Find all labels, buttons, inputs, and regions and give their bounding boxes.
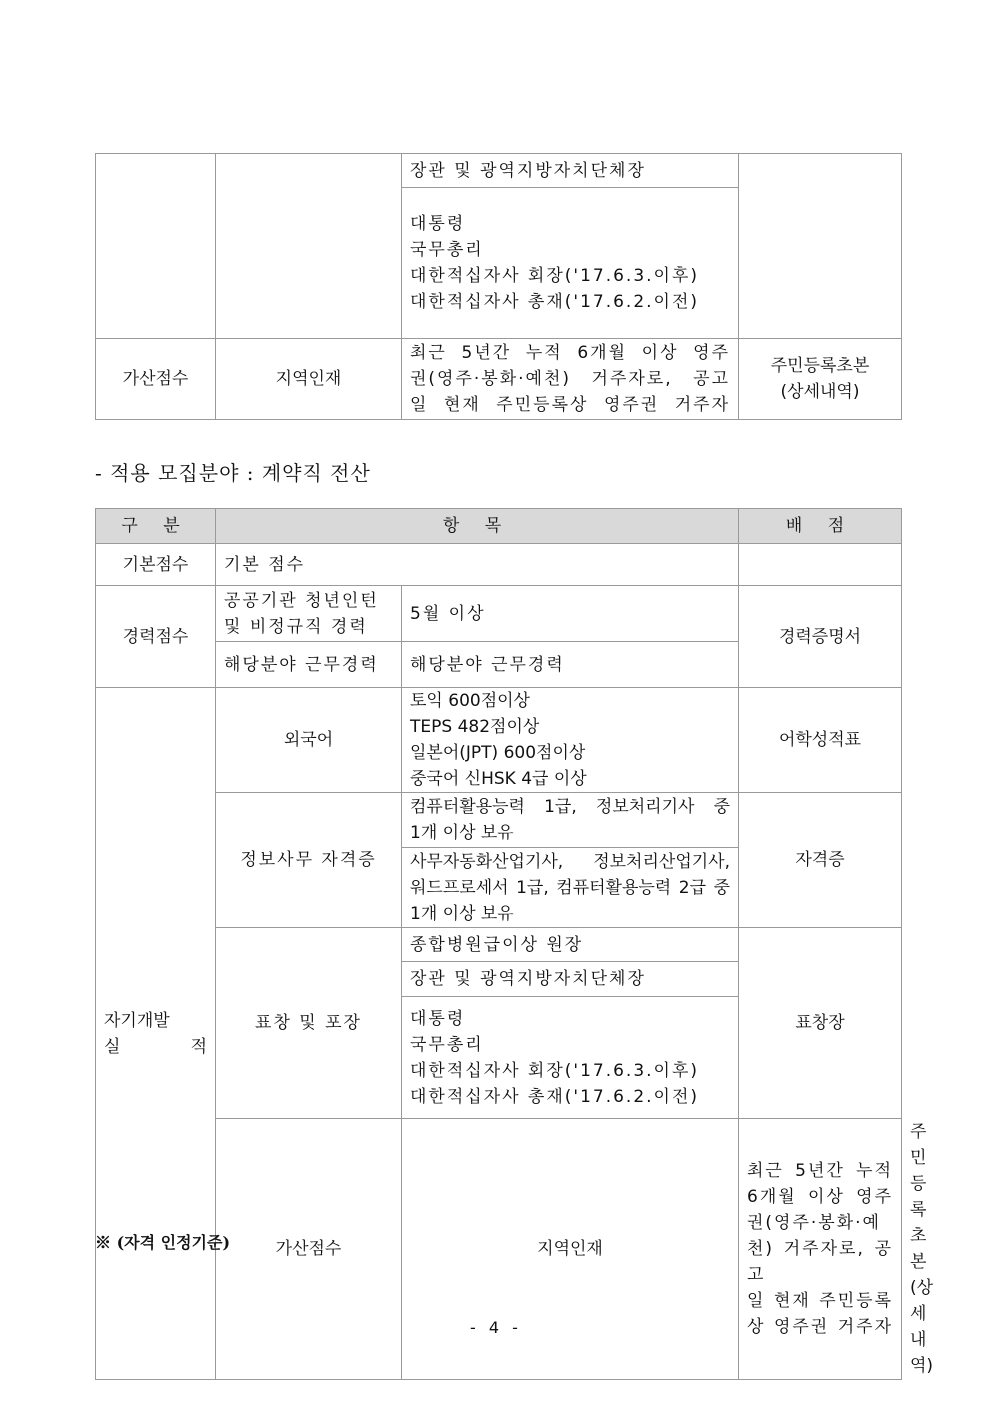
item-cell: 외국어 xyxy=(216,688,402,793)
category-cell: 가산점수 xyxy=(96,339,216,420)
category-cell: 경력점수 xyxy=(96,586,216,688)
item-cell: 표창 및 포장 xyxy=(216,928,402,1119)
table-continued xyxy=(95,153,902,420)
doc-cell: 자격증 xyxy=(739,793,902,928)
detail-cell: 종합병원급이상 원장 xyxy=(402,928,739,962)
item-cell: 공공기관 청년인턴 및 비정규직 경력 xyxy=(216,586,402,642)
doc-cell: 경력증명서 xyxy=(739,586,902,688)
detail-cell: 5월 이상 xyxy=(402,586,739,642)
doc-cell: 표창장 xyxy=(739,928,902,1119)
qualification-note: ※ (자격 인정기준) xyxy=(95,1233,231,1252)
award-detail-cell: 장관 및 광역지방자치단체장 xyxy=(402,154,739,188)
detail-cell: 토익 600점이상 TEPS 482점이상 일본어(JPT) 600점이상 중국어 신HSK 4급 이상 xyxy=(402,688,739,793)
detail-cell: 사무자동화산업기사, 정보처리산업기사, 워드프로세서 1급, 컴퓨터활용능력 2급 중 1개 이상 보유 xyxy=(402,848,739,928)
detail-cell: 장관 및 광역지방자치단체장 xyxy=(402,962,739,997)
table-cell xyxy=(216,154,402,339)
header-category: 구 분 xyxy=(96,509,216,544)
doc-cell: 어학성적표 xyxy=(739,688,902,793)
category-cell: 기본점수 xyxy=(96,544,216,586)
table-cell xyxy=(96,154,216,339)
item-cell: 정보사무 자격증 xyxy=(216,793,402,928)
item-cell: 기본 점수 xyxy=(216,544,739,586)
category-cell: 가산점수 xyxy=(216,1119,402,1380)
score-table: 구 분 항 목 배 점 기본점수 기본 점수 경력점수 공공기관 청년인턴 및 비정규직 경력 5월 이상 경력증명서 해당분야 근무경력 해당분야 근무경력 자기개발 실 적 외국어 토익 600점이상 TEPS 482점이상 일본어(JPT) 600점이상 중국어 신HSK 4급 이상 어학성적표 정보사무 자격증 컴퓨터활용능력 1급, 정보처리기사 중 1개 이상 보유 자격증 사무자동화산업기사, 정보처리산업기사, 워드프로세서 1급, 컴퓨터활용능력 2급 중 1개 이상 보유 표창 및 포장 종합병원급이상 원장 표창장 장관 및 광역지방자치단체장 대통령 국무총리 대한적십자사 회장('17.6.3.이후) 대한적십자사 총재('17.6.2.이전) 가산점수 지역인재 최근 5년간 누적 6개월 이상 영주 권(영주·봉화·예천) 거주자로, 공고 일 현재 주민등록상 영주권 거주자 주민등록초본 (상세내역) xyxy=(95,508,902,1380)
bonus-detail-cell: 최근 5년간 누적 6개월 이상 영주 권(영주·봉화·예천) 거주자로, 공고 일 현재 주민등록상 영주권 거주자 xyxy=(739,1119,902,1380)
bonus-detail-cell: 최근 5년간 누적 6개월 이상 영주 권(영주·봉화·예천) 거주자로, 공고 일 현재 주민등록상 영주권 거주자 xyxy=(402,339,739,420)
award-detail-cell: 대통령 국무총리 대한적십자사 회장('17.6.3.이후) 대한적십자사 총재('17.6.2.이전) xyxy=(402,188,739,339)
header-item: 항 목 xyxy=(216,509,739,544)
item-cell: 지역인재 xyxy=(402,1119,739,1380)
category-cell: 자기개발 실 적 xyxy=(96,688,216,1380)
table-cell xyxy=(739,544,902,586)
detail-cell: 해당분야 근무경력 xyxy=(402,642,739,688)
section-title: - 적용 모집분야 : 계약직 전산 xyxy=(95,461,371,485)
item-cell: 해당분야 근무경력 xyxy=(216,642,402,688)
item-cell: 지역인재 xyxy=(216,339,402,420)
detail-cell: 컴퓨터활용능력 1급, 정보처리기사 중 1개 이상 보유 xyxy=(402,793,739,848)
detail-cell: 대통령 국무총리 대한적십자사 회장('17.6.3.이후) 대한적십자사 총재('17.6.2.이전) xyxy=(402,997,739,1119)
doc-cell: 주민등록초본 (상세내역) xyxy=(739,339,902,420)
page-number: - 4 - xyxy=(470,1318,522,1337)
table-cell xyxy=(739,154,902,339)
header-score: 배 점 xyxy=(739,509,902,544)
